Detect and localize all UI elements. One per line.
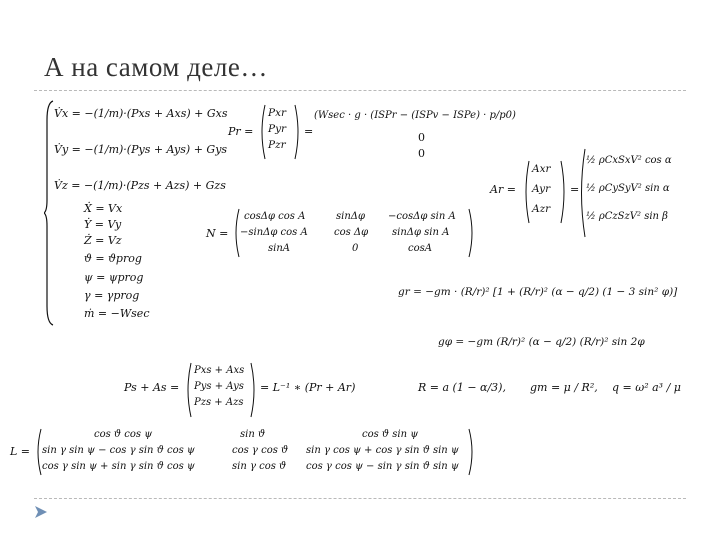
n-lhs: N = (206, 227, 229, 240)
eq-theta: ϑ = ϑprog (84, 252, 142, 265)
body-force-equation (124, 362, 374, 420)
ar-vec-right-paren (560, 160, 568, 224)
eq-z: Ż = Vz (84, 234, 122, 247)
pr-right-paren (294, 104, 302, 160)
l-r0c0: cos ϑ cos ψ (94, 429, 153, 440)
ps-vec-x: Pxs + Axs (194, 365, 245, 376)
ar-vec-y: Ayr (532, 183, 551, 195)
page-title: А на самом деле… (44, 52, 268, 82)
ar-lhs: Ar = (490, 183, 516, 196)
l-r2c2: cos γ cos ψ − sin γ sin ϑ sin ψ (306, 461, 459, 472)
eq-x: Ẋ = Vx (84, 202, 123, 215)
n-r1c0: −sinΔφ cos A (240, 227, 308, 238)
pr-vec-z: Pzr (268, 139, 286, 151)
l-r2c0: cos γ sin ψ + sin γ sin ϑ cos ψ (42, 461, 195, 472)
gravity-radial-formula: gr = −gm · (R/r)² [1 + (R/r)² (α − q/2) (1 − 3 sin² φ)] (398, 286, 678, 298)
pr-equals: = (304, 125, 314, 138)
eq-psi: ψ = ψprog (84, 271, 144, 284)
eq-vy: V̇y = −(1/m)·(Pys + Ays) + Gys (54, 143, 228, 156)
n-r1c2: sinΔφ sin A (392, 227, 450, 238)
bottom-divider (34, 498, 686, 499)
ps-rhs: = L⁻¹ ∗ (Pr + Ar) (260, 381, 356, 394)
l-r0c1: sin ϑ (240, 429, 266, 440)
ps-vec-y: Pys + Ays (194, 381, 244, 392)
pr-rhs-z: 0 (418, 147, 425, 160)
eq-vx: V̇x = −(1/m)·(Pxs + Axs) + Gxs (54, 107, 228, 120)
n-r2c1: 0 (352, 243, 359, 254)
pr-vec-y: Pyr (268, 123, 287, 135)
ar-equals: = (570, 183, 580, 196)
system-brace (44, 100, 54, 326)
top-divider (34, 90, 686, 91)
ar-rhs-left-paren (578, 148, 586, 238)
l-right-paren (468, 428, 476, 476)
l-lhs: L = (10, 445, 31, 458)
l-left-paren (34, 428, 42, 476)
pr-rhs-x: (Wsec · g · (ISPr − (ISPv − ISPe) · p/p0) (314, 110, 516, 121)
gravity-latitude-formula: gφ = −gm (R/r)² (α − q/2) (R/r)² sin 2φ (438, 336, 645, 348)
n-r0c2: −cosΔφ sin A (388, 211, 456, 222)
eq-mass: ṁ = −Wsec (84, 307, 150, 320)
l-r2c1: sin γ cos ϑ (232, 461, 287, 472)
l-r1c2: sin γ cos ψ + cos γ sin ϑ sin ψ (306, 445, 459, 456)
ar-vec-z: Azr (532, 203, 551, 215)
ar-rhs-z: ½ ρCzSzV² sin β (586, 211, 668, 222)
ps-right-paren (250, 362, 258, 418)
n-r2c2: cosA (408, 243, 432, 254)
aero-vector-equation (490, 148, 690, 240)
n-r1c1: cos Δφ (334, 227, 369, 238)
eq-y: Ẏ = Vy (84, 218, 122, 231)
ps-left-paren (184, 362, 192, 418)
n-r0c0: cosΔφ cos A (244, 211, 306, 222)
gm-formula: gm = μ / R², (530, 381, 598, 394)
n-matrix-equation (206, 208, 486, 260)
pr-rhs-y: 0 (418, 131, 425, 144)
ar-rhs-x: ½ ρCxSxV² cos α (586, 155, 672, 166)
ar-rhs-y: ½ ρCySyV² sin α (586, 183, 670, 194)
slide-bullet-icon (34, 505, 48, 519)
n-left-paren (232, 208, 240, 258)
ps-vec-z: Pzs + Azs (194, 397, 244, 408)
pr-left-paren (258, 104, 266, 160)
n-right-paren (468, 208, 476, 258)
earth-radius-formula: R = a (1 − α/3), (418, 381, 506, 394)
eq-vz: V̇z = −(1/m)·(Pzs + Azs) + Gzs (54, 179, 226, 192)
n-r2c0: sinA (268, 243, 290, 254)
pr-lhs: Pr = (228, 125, 254, 138)
ar-vec-left-paren (522, 160, 530, 224)
q-formula: q = ω² a³ / μ (612, 381, 681, 394)
ps-lhs: Ps + As = (124, 381, 180, 394)
l-r0c2: cos ϑ sin ψ (362, 429, 419, 440)
equation-system (54, 100, 228, 330)
l-matrix-equation (10, 428, 480, 478)
n-r0c1: sinΔφ (336, 211, 365, 222)
ar-vec-x: Axr (532, 163, 551, 175)
eq-gamma: γ = γprog (84, 289, 140, 302)
pr-vec-x: Pxr (268, 107, 287, 119)
l-r1c1: cos γ cos ϑ (232, 445, 289, 456)
l-r1c0: sin γ sin ψ − cos γ sin ϑ cos ψ (42, 445, 195, 456)
